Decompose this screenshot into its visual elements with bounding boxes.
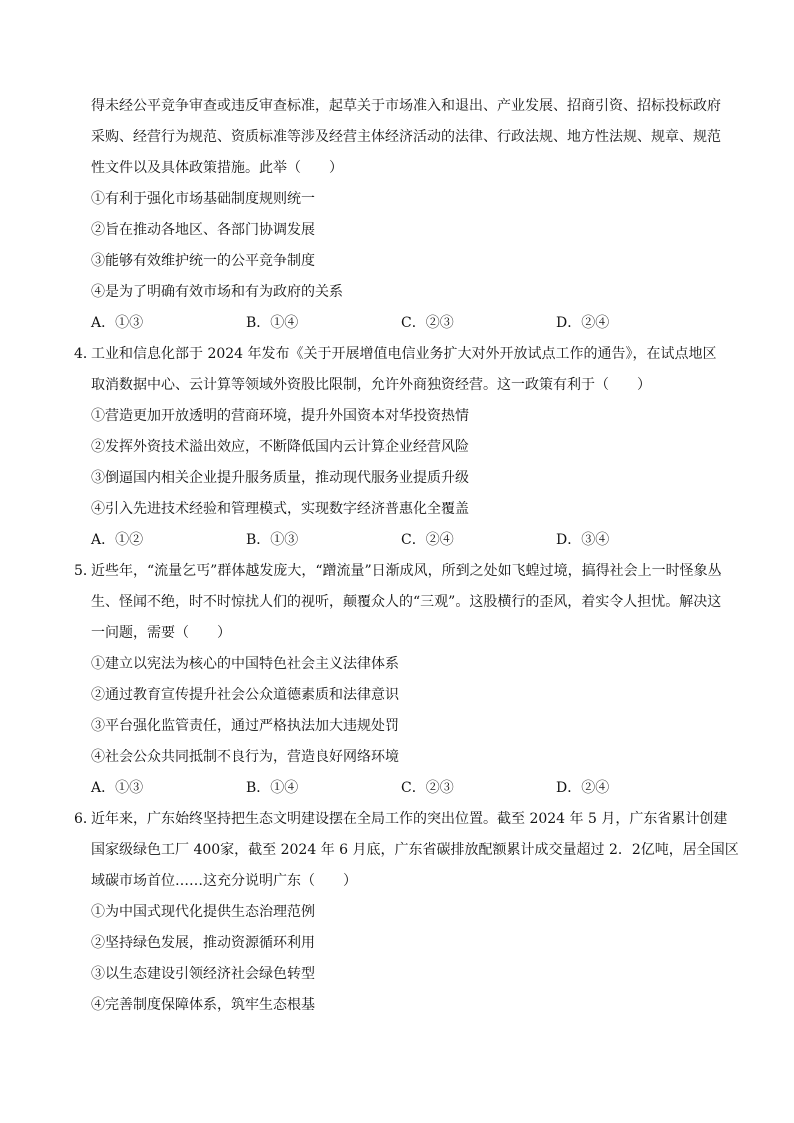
statement-option: ④社会公众共同抵制不良行为，营造良好网络环境 — [91, 749, 399, 765]
statement-option: ①为中国式现代化提供生态治理范例 — [91, 904, 315, 920]
page-content — [74, 91, 739, 1021]
choice-d[interactable]: D．②④ — [556, 780, 610, 796]
stem-line: 得未经公平竞争审查或违反审查标准，起草关于市场准入和退出、产业发展、招商引资、招标投标政府 — [91, 98, 721, 114]
choice-c[interactable]: C．②③ — [401, 780, 454, 796]
stem-text: 工业和信息化部于 2024 年发布《关于开展增值电信业务扩大对外开放试点工作的通告》，在试点地区 — [91, 346, 717, 362]
statement-option: ④引入先进技术经验和管理模式，实现数字经济普惠化全覆盖 — [91, 501, 469, 517]
answer-choices — [91, 773, 731, 804]
stem-line — [74, 556, 731, 587]
stem-line: 域碳市场首位……这充分说明广东（ ） — [91, 873, 357, 889]
choice-c[interactable]: C．②③ — [401, 315, 454, 331]
statement-option: ①有利于强化市场基础制度规则统一 — [91, 191, 315, 207]
choice-a[interactable]: A．①③ — [91, 780, 144, 796]
statement-option: ②发挥外资技术溢出效应，不断降低国内云计算企业经营风险 — [91, 439, 469, 455]
choice-a[interactable]: A．①② — [91, 532, 144, 548]
question-number: 4． — [74, 346, 97, 362]
choice-b[interactable]: B．①④ — [246, 780, 299, 796]
question-6 — [74, 804, 739, 1021]
choice-a[interactable]: A．①③ — [91, 315, 144, 331]
choice-d[interactable]: D．③④ — [556, 532, 610, 548]
stem-line — [74, 804, 731, 835]
statement-option: ③倒逼国内相关企业提升服务质量，推动现代服务业提质升级 — [91, 470, 469, 486]
question-3-continuation — [91, 91, 731, 339]
statement-option: ③能够有效维护统一的公平竞争制度 — [91, 253, 315, 269]
question-stem — [74, 556, 731, 649]
question-stem — [74, 804, 739, 897]
choice-b[interactable]: B．①④ — [246, 315, 299, 331]
question-number: 5． — [74, 563, 97, 579]
stem-line: 采购、经营行为规范、资质标准等涉及经营主体经济活动的法律、行政法规、地方性法规、规章、规范 — [91, 129, 721, 145]
stem-line: 取消数据中心、云计算等领域外资股比限制，允许外商独资经营。这一政策有利于（ ） — [91, 377, 651, 393]
choice-d[interactable]: D．②④ — [556, 315, 610, 331]
statement-option: ②坚持绿色发展，推动资源循环利用 — [91, 935, 315, 951]
stem-line: 国家级绿色工厂 400家，截至 2024 年 6 月底，广东省碳排放配额累计成交量超过 2．2亿吨，居全国区 — [91, 842, 739, 858]
statement-option: ②通过教育宣传提升社会公众道德素质和法律意识 — [91, 687, 399, 703]
stem-line: 生、怪闻不绝，时不时惊扰人们的视听，颠覆众人的“三观”。这股横行的歪风，着实令人担忧。解决这 — [91, 594, 722, 610]
stem-line — [74, 339, 731, 370]
stem-text: 近些年，“流量乞丐”群体越发庞大，“蹭流量”日渐成风，所到之处如飞蝗过境，搞得社会上一时怪象丛 — [91, 563, 722, 579]
question-stem — [91, 91, 731, 184]
stem-text: 近年来，广东始终坚持把生态文明建设摆在全局工作的突出位置。截至 2024 年 5 月，广东省累计创建 — [91, 811, 728, 827]
answer-choices — [91, 308, 731, 339]
question-stem — [74, 339, 731, 401]
choice-c[interactable]: C．②④ — [401, 532, 454, 548]
statement-option: ④完善制度保障体系，筑牢生态根基 — [91, 997, 315, 1013]
statement-option: ①建立以宪法为核心的中国特色社会主义法律体系 — [91, 656, 399, 672]
choice-b[interactable]: B．①③ — [246, 532, 299, 548]
answer-choices — [91, 525, 731, 556]
statement-option: ①营造更加开放透明的营商环境，提升外国资本对华投资热情 — [91, 408, 469, 424]
statement-option: ③以生态建设引领经济社会绿色转型 — [91, 966, 315, 982]
statement-option: ②旨在推动各地区、各部门协调发展 — [91, 222, 315, 238]
question-5 — [74, 556, 731, 804]
stem-line: 一问题，需要（ ） — [91, 625, 231, 641]
statement-option: ③平台强化监管责任，通过严格执法加大违规处罚 — [91, 718, 399, 734]
stem-line: 性文件以及具体政策措施。此举（ ） — [91, 160, 343, 176]
question-number: 6． — [74, 811, 97, 827]
question-4 — [74, 339, 731, 556]
statement-option: ④是为了明确有效市场和有为政府的关系 — [91, 284, 343, 300]
